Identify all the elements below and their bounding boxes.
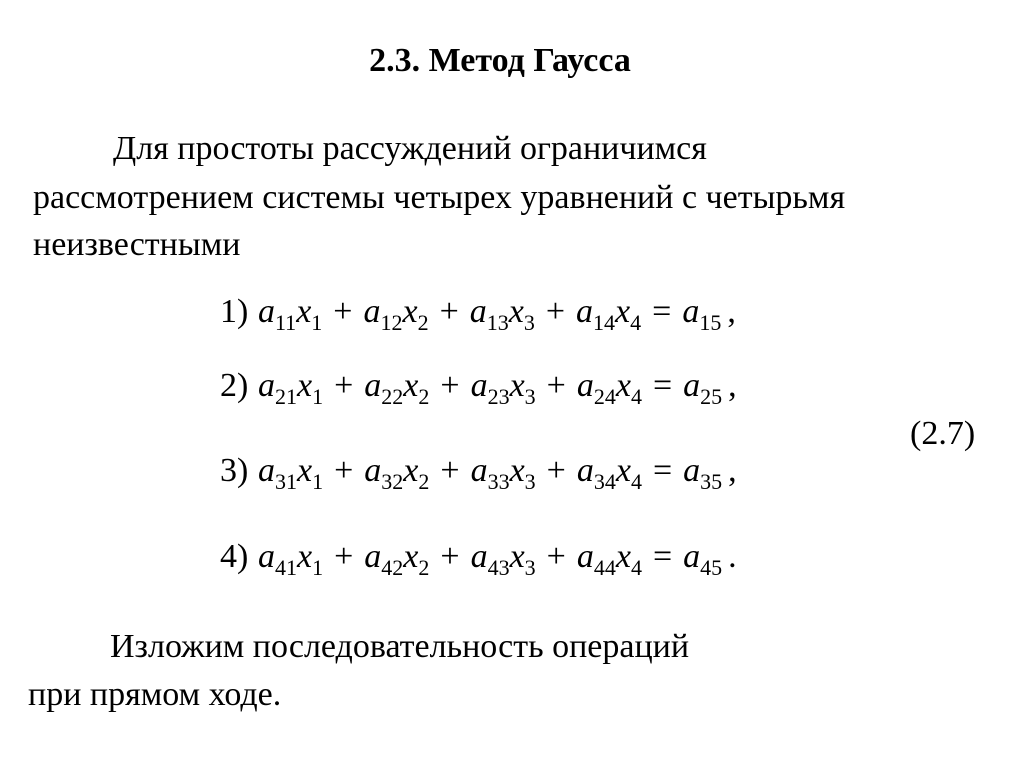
right-hand-side-subscript: 45 xyxy=(700,555,723,580)
coefficient: $a_{23}$ xyxy=(470,367,510,409)
variable: $x_4$ xyxy=(615,367,642,409)
right-hand-side-subscript: 25 xyxy=(700,384,723,409)
variable: $x_3$ xyxy=(509,452,536,494)
plus-operator: + xyxy=(439,293,459,330)
intro-line-1: Для простоты рассуждений ограничимся xyxy=(113,130,707,167)
variable: $x_2$ xyxy=(402,293,429,335)
intro-line-2: рассмотрением системы четырех уравнений с четырьмя xyxy=(33,179,846,216)
coefficient-subscript: 44 xyxy=(593,555,616,580)
plus-operator: + xyxy=(440,538,460,575)
variable: $x_4$ xyxy=(615,538,642,580)
equation-system-label: (2.7) xyxy=(910,415,976,452)
coefficient-subscript: 14 xyxy=(593,310,616,335)
equals-sign: = xyxy=(652,538,673,575)
intro-line-3: неизвестными xyxy=(33,226,241,263)
equals-sign: = xyxy=(652,367,673,404)
coefficient-subscript: 21 xyxy=(275,384,297,409)
variable-subscript: 1 xyxy=(312,384,324,409)
variable-subscript: 1 xyxy=(312,555,324,580)
variable-subscript: 2 xyxy=(418,469,430,494)
variable-subscript: 3 xyxy=(524,384,536,409)
coefficient-subscript: 41 xyxy=(275,555,297,580)
coefficient: $a_{21}$ xyxy=(258,367,297,409)
plus-operator: + xyxy=(440,367,460,404)
variable: $x_2$ xyxy=(403,538,430,580)
equation-number: 3) xyxy=(220,452,249,489)
coefficient-subscript: 24 xyxy=(593,384,616,409)
coefficient: $a_{42}$ xyxy=(364,538,404,580)
coefficient-subscript: 43 xyxy=(487,555,510,580)
variable-subscript: 2 xyxy=(417,310,429,335)
coefficient: $a_{14}$ xyxy=(576,293,616,335)
variable: $x_4$ xyxy=(615,293,642,335)
coefficient-subscript: 12 xyxy=(380,310,403,335)
variable-subscript: 4 xyxy=(630,384,642,409)
right-hand-side: $a_{35}$ xyxy=(683,452,723,494)
coefficient: $a_{31}$ xyxy=(258,452,297,494)
plus-operator: + xyxy=(334,538,354,575)
variable-subscript: 2 xyxy=(418,384,430,409)
right-hand-side: $a_{15}$ xyxy=(682,293,722,335)
coefficient: $a_{33}$ xyxy=(470,452,510,494)
variable: $x_3$ xyxy=(509,538,536,580)
variable-subscript: 4 xyxy=(630,310,642,335)
coefficient: $a_{43}$ xyxy=(470,538,510,580)
variable-subscript: 3 xyxy=(524,469,536,494)
variable-subscript: 2 xyxy=(418,555,430,580)
variable-subscript: 4 xyxy=(630,469,642,494)
equation-punctuation: , xyxy=(727,293,736,330)
equation-3 xyxy=(220,451,737,494)
equation-number: 4) xyxy=(220,538,249,575)
coefficient: $a_{12}$ xyxy=(363,293,403,335)
equation-punctuation: . xyxy=(728,538,737,575)
coefficient-subscript: 42 xyxy=(381,555,404,580)
plus-operator: + xyxy=(440,452,460,489)
coefficient-subscript: 31 xyxy=(275,469,297,494)
variable-subscript: 1 xyxy=(312,469,324,494)
section-title: 2.3. Метод Гаусса xyxy=(369,42,631,79)
variable-subscript: 4 xyxy=(630,555,642,580)
coefficient: $a_{41}$ xyxy=(258,538,297,580)
right-hand-side: $a_{25}$ xyxy=(683,367,723,409)
plus-operator: + xyxy=(546,452,566,489)
plus-operator: + xyxy=(334,452,354,489)
right-hand-side-subscript: 15 xyxy=(699,310,722,335)
coefficient-subscript: 23 xyxy=(487,384,510,409)
outro-line-1: Изложим последовательность операций xyxy=(110,628,690,665)
coefficient-subscript: 32 xyxy=(381,469,404,494)
variable: $x_1$ xyxy=(296,293,323,335)
coefficient-subscript: 13 xyxy=(486,310,509,335)
variable-subscript: 3 xyxy=(523,310,535,335)
equation-number: 1) xyxy=(220,293,249,330)
equals-sign: = xyxy=(652,452,673,489)
variable: $x_2$ xyxy=(403,367,430,409)
variable-subscript: 3 xyxy=(524,555,536,580)
variable: $x_1$ xyxy=(297,452,324,494)
coefficient-subscript: 22 xyxy=(381,384,404,409)
coefficient-subscript: 34 xyxy=(593,469,616,494)
coefficient: $a_{34}$ xyxy=(576,452,616,494)
variable: $x_3$ xyxy=(509,367,536,409)
variable: $x_2$ xyxy=(403,452,430,494)
variable-subscript: 1 xyxy=(311,310,323,335)
coefficient: $a_{24}$ xyxy=(576,367,616,409)
coefficient: $a_{11}$ xyxy=(258,293,297,335)
variable: $x_1$ xyxy=(297,538,324,580)
variable: $x_3$ xyxy=(508,293,535,335)
coefficient: $a_{44}$ xyxy=(576,538,616,580)
plus-operator: + xyxy=(546,538,566,575)
variable: $x_1$ xyxy=(297,367,324,409)
equation-4 xyxy=(220,537,737,580)
plus-operator: + xyxy=(333,293,353,330)
equation-number: 2) xyxy=(220,367,249,404)
equation-1 xyxy=(220,292,736,335)
equals-sign: = xyxy=(652,293,672,330)
outro-line-2: при прямом ходе. xyxy=(28,676,282,713)
right-hand-side-subscript: 35 xyxy=(700,469,723,494)
equation-punctuation: , xyxy=(728,367,737,404)
right-hand-side: $a_{45}$ xyxy=(683,538,723,580)
equation-punctuation: , xyxy=(728,452,737,489)
coefficient: $a_{13}$ xyxy=(469,293,509,335)
equation-2 xyxy=(220,366,737,409)
plus-operator: + xyxy=(545,293,566,330)
variable: $x_4$ xyxy=(615,452,642,494)
coefficient: $a_{32}$ xyxy=(364,452,404,494)
coefficient-subscript: 11 xyxy=(275,310,297,335)
coefficient: $a_{22}$ xyxy=(364,367,404,409)
plus-operator: + xyxy=(546,367,566,404)
plus-operator: + xyxy=(334,367,354,404)
coefficient-subscript: 33 xyxy=(487,469,510,494)
